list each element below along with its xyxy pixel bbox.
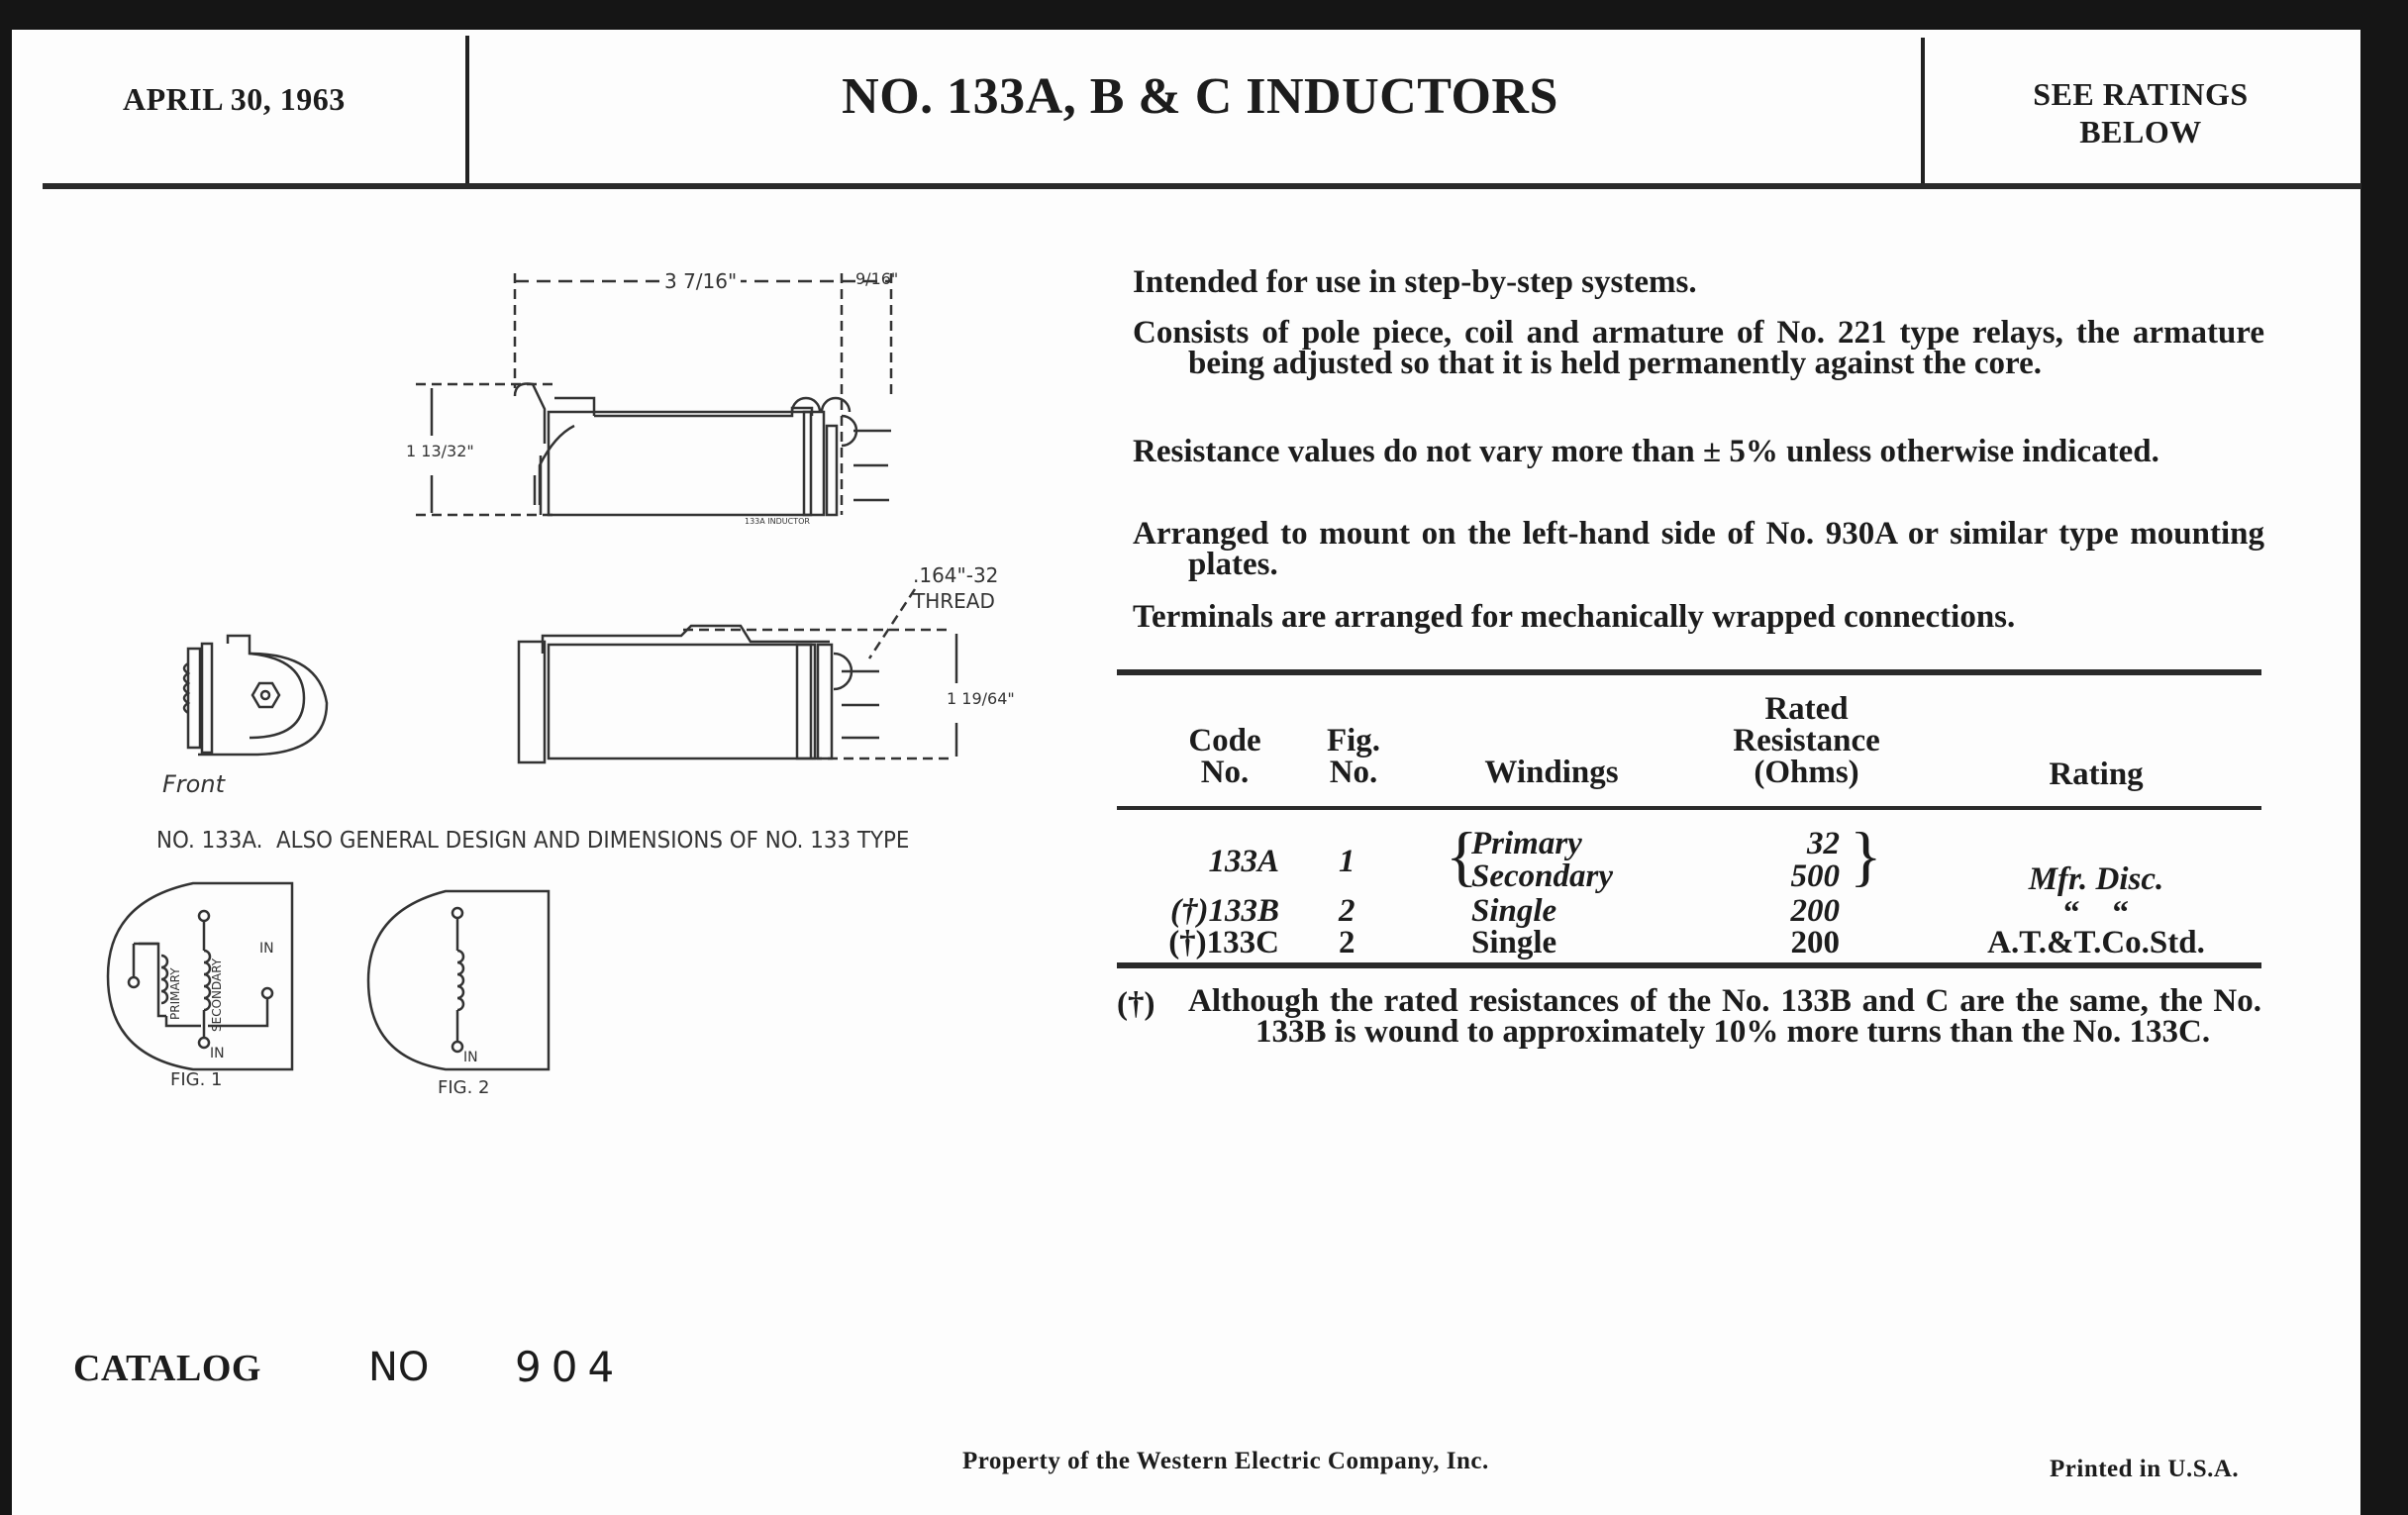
inductor-side-view: [515, 384, 891, 516]
ratings-note-line2: BELOW: [2079, 114, 2202, 150]
catalog-label: CATALOG: [73, 1348, 261, 1389]
sheet-title: NO. 133A, B & C INDUCTORS: [842, 68, 1558, 125]
ratings-note-line1: SEE RATINGS: [2033, 76, 2249, 112]
hex-nut-icon: [252, 683, 279, 707]
col-header-resistance: Rated Resistance (Ohms): [1733, 691, 1880, 790]
cell-rating: Mfr. Disc.: [2028, 861, 2164, 897]
cell-resistance: 200: [1790, 925, 1840, 960]
cell-winding-secondary: Secondary: [1471, 858, 1613, 894]
right-brace: }: [1850, 818, 1882, 893]
fig1-secondary-label: SECONDARY: [210, 958, 224, 1032]
cell-code: (†)133B: [1170, 893, 1279, 929]
catalog-sheet: [12, 30, 2360, 1515]
footer-property: Property of the Western Electric Company, Inc.: [962, 1448, 1489, 1474]
description-3: Resistance values do not vary more than ± 5% unless otherwise indicated.: [1133, 434, 2159, 469]
front-label: Front: [162, 770, 225, 798]
fig1-schematic: [108, 883, 292, 1069]
inductor-drawing: [12, 30, 2360, 1515]
fig1-in-label-bottom: IN: [210, 1046, 225, 1061]
catalog-no: NO: [368, 1345, 430, 1390]
cell-fig: 2: [1339, 893, 1355, 929]
inductor-bottom-view: [519, 589, 956, 762]
fig1-in-label-right: IN: [259, 941, 274, 957]
footnote: Although the rated resistances of the No. 133B and C are the same, the No. 133B is wound to approximately 10% more turns than the No. 133C.: [1188, 983, 2261, 1050]
cell-rating: A.T.&T.Co.Std.: [1987, 925, 2205, 960]
col-header-fig: Fig. No.: [1326, 723, 1381, 790]
cell-fig: 2: [1339, 925, 1355, 960]
part-label: 133A INDUCTOR: [745, 517, 810, 526]
cell-resistance-primary: 32: [1807, 826, 1840, 861]
dim-height-bottom-label: 1 19/64": [947, 689, 1015, 708]
cell-resistance: 200: [1790, 893, 1840, 929]
fig2-label: FIG. 2: [438, 1077, 490, 1098]
fig2-schematic: [368, 891, 549, 1069]
fig1-primary-label: PRIMARY: [168, 967, 182, 1020]
thread-label: .164"-32 THREAD: [913, 563, 999, 613]
sheet-date: APRIL 30, 1963: [123, 81, 346, 117]
description-5: Terminals are arranged for mechanically wrapped connections.: [1133, 599, 2016, 635]
inductor-front-view: [184, 636, 327, 755]
footer-printed: Printed in U.S.A.: [2050, 1456, 2240, 1482]
description-2: Consists of pole piece, coil and armature of No. 221 type relays, the armature being adjusted so that it is held permanently against the core.: [1133, 315, 2264, 381]
catalog-number: 904: [515, 1343, 625, 1391]
fig2-in-label: IN: [463, 1050, 478, 1065]
cell-windings: Single: [1471, 925, 1557, 960]
left-brace: {: [1446, 818, 1478, 893]
cell-code: (†)133C: [1168, 925, 1279, 960]
col-header-code: Code No.: [1188, 723, 1261, 790]
dim-terminal-label: 9/16": [855, 269, 899, 288]
fig1-label: FIG. 1: [170, 1069, 223, 1090]
thread-leader-line: [869, 589, 915, 658]
dim-height-top-label: 1 13/32": [406, 442, 474, 460]
description-1: Intended for use in step-by-step systems.: [1133, 264, 1697, 300]
description-4: Arranged to mount on the left-hand side of No. 930A or similar type mounting plates.: [1133, 516, 2264, 582]
dim-length-label: 3 7/16": [660, 269, 741, 293]
cell-windings: Single: [1471, 893, 1557, 929]
cell-resistance-secondary: 500: [1790, 858, 1840, 894]
cell-winding-primary: Primary: [1471, 826, 1582, 861]
col-header-windings: Windings: [1484, 755, 1619, 790]
drawing-caption: NO. 133A. ALSO GENERAL DESIGN AND DIMENSIONS OF NO. 133 TYPE: [156, 828, 910, 854]
cell-rating: “ “: [2063, 895, 2129, 931]
col-header-rating: Rating: [2049, 757, 2144, 792]
cell-code: 133A: [1208, 844, 1279, 879]
cell-fig: 1: [1339, 844, 1355, 879]
footnote-mark: (†): [1117, 986, 1155, 1022]
